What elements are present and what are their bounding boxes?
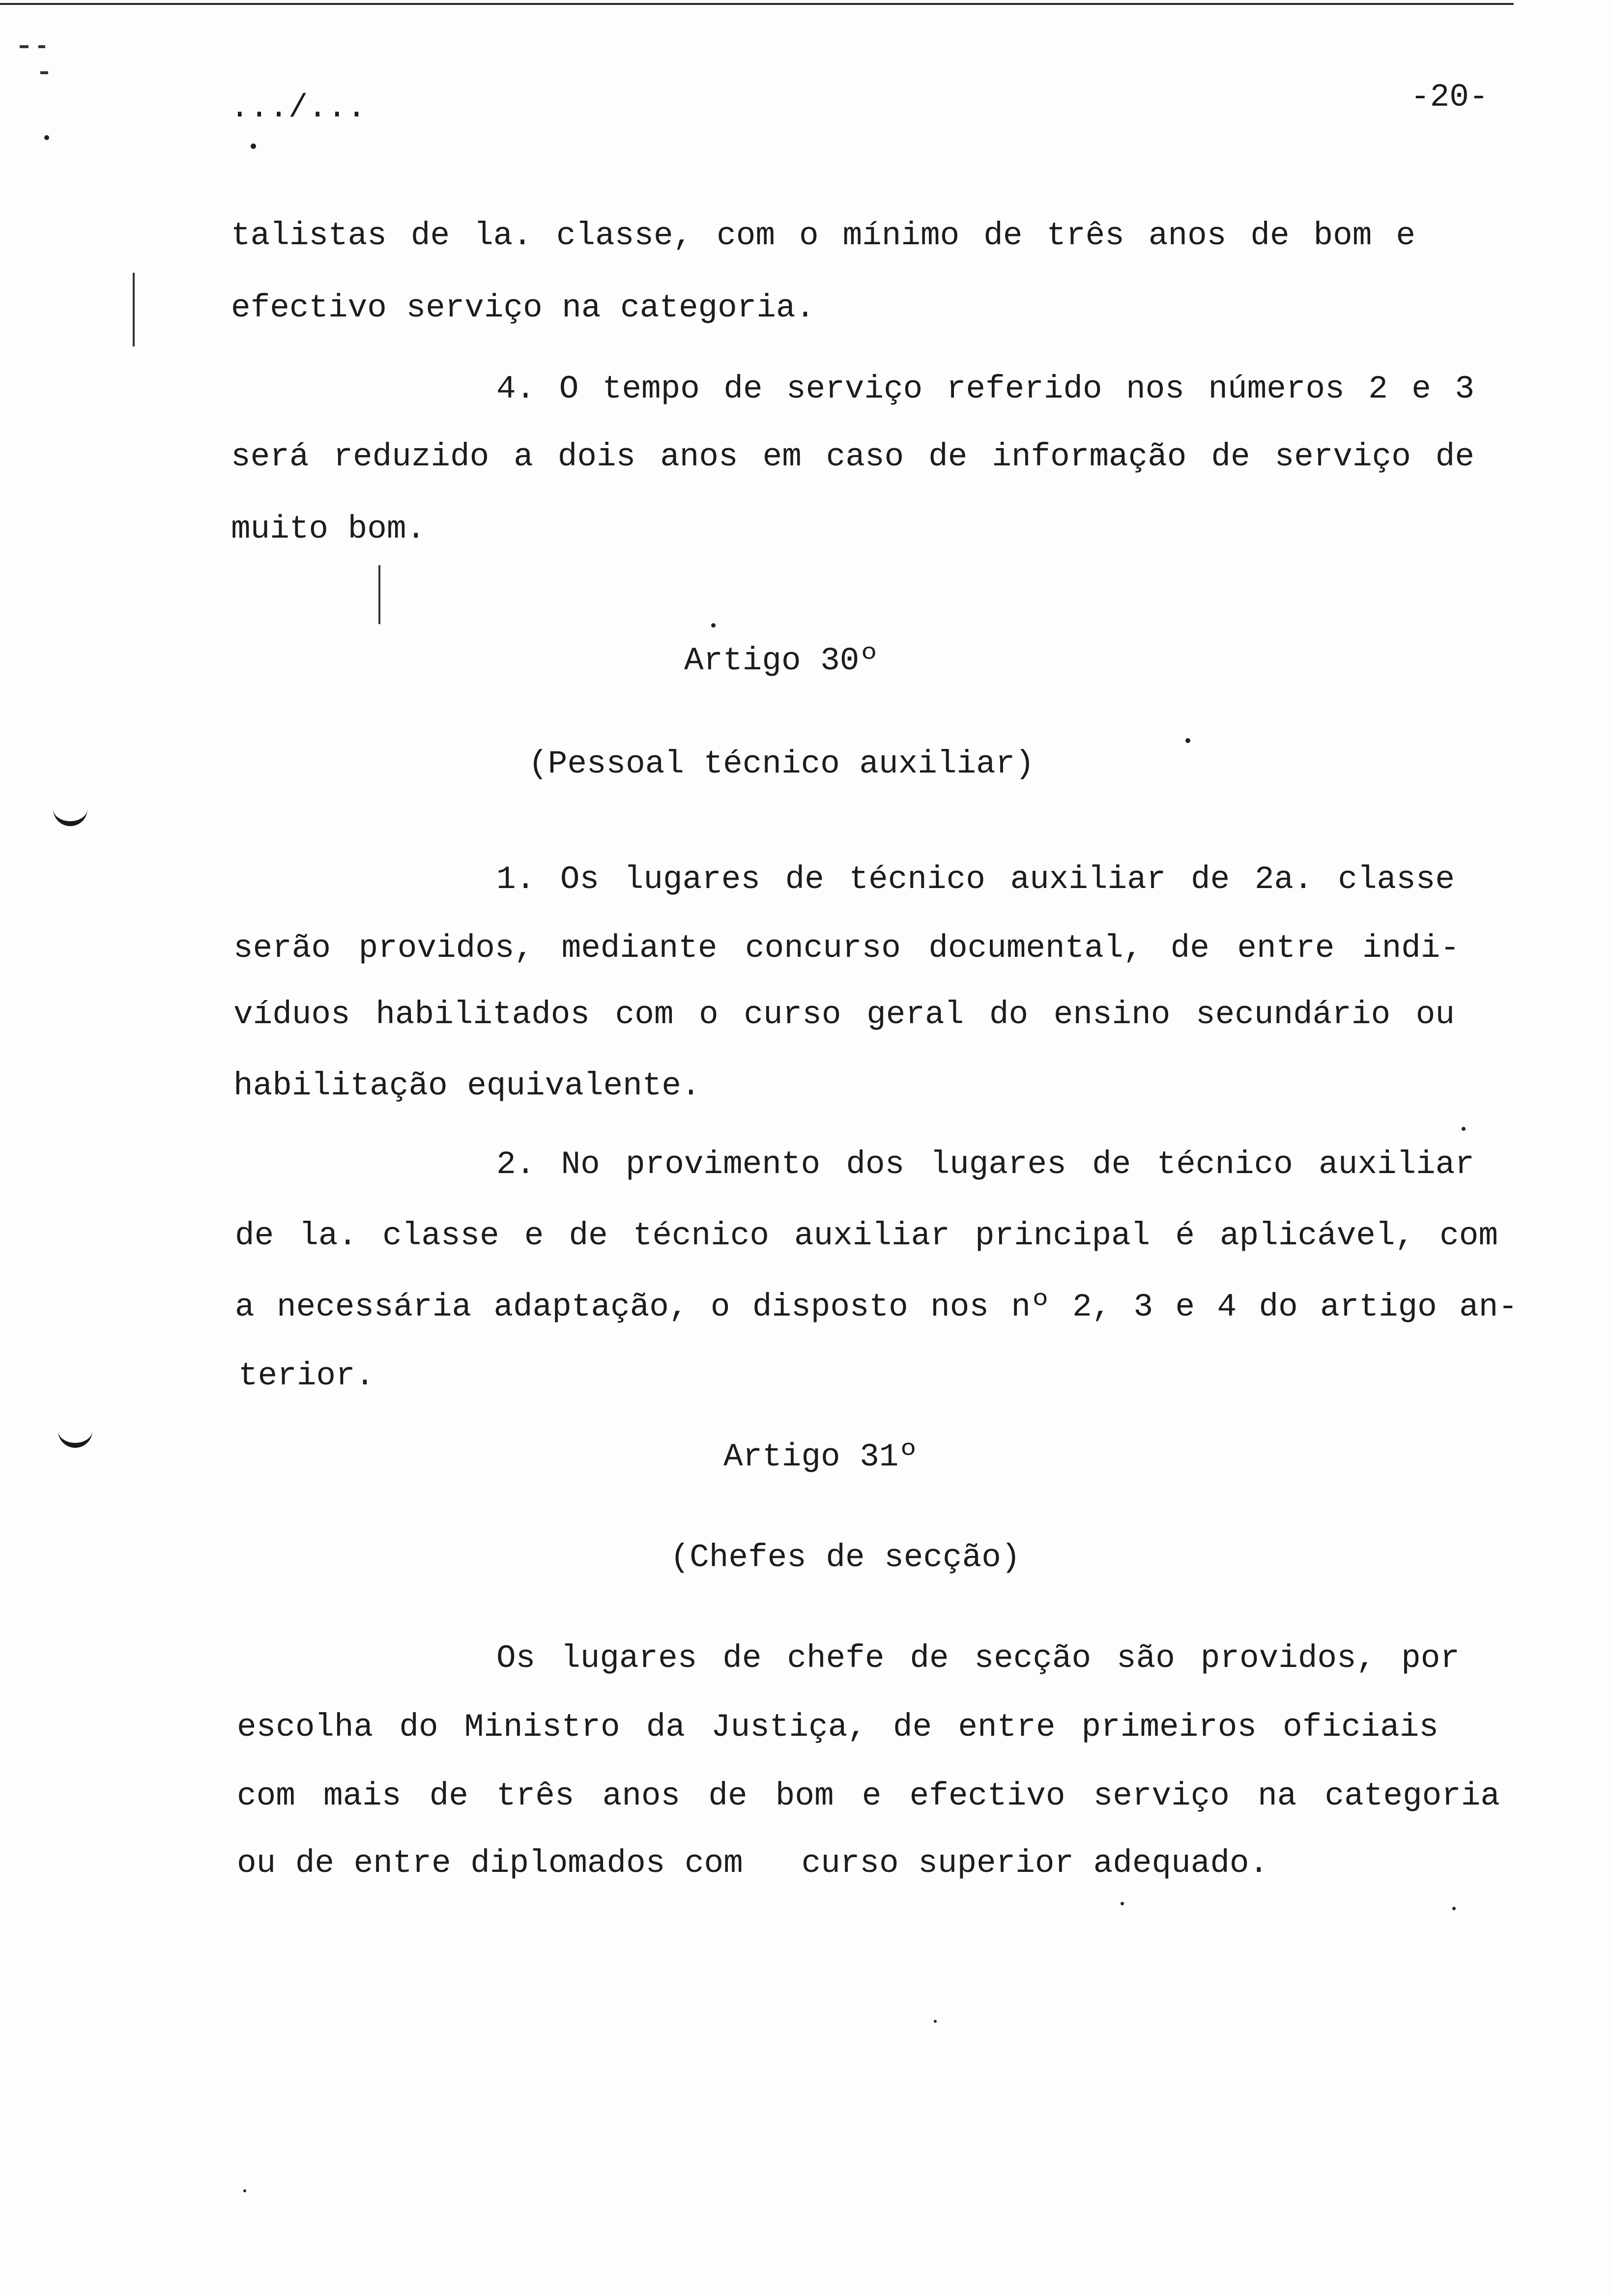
paragraph-line: terior.	[238, 1357, 375, 1394]
paragraph-line: 2. No provimento dos lugares de técnico auxiliar	[496, 1146, 1474, 1183]
scan-mark	[711, 623, 716, 628]
paragraph-line: efectivo serviço na categoria.	[231, 289, 815, 326]
paragraph-line: habilitação equivalente.	[233, 1067, 701, 1104]
scan-mark	[1121, 1902, 1124, 1905]
scan-mark	[38, 45, 45, 48]
scan-mark	[934, 2020, 937, 2023]
paragraph-line: 4. O tempo de serviço referido nos números 2 e 3	[496, 371, 1474, 407]
scan-mark	[133, 273, 135, 346]
article-subheading: (Pessoal técnico auxiliar)	[528, 746, 1035, 782]
top-border-line	[0, 3, 1514, 5]
scan-mark	[378, 565, 380, 624]
article-heading: Artigo 31º	[723, 1438, 919, 1475]
scan-mark	[1185, 738, 1190, 743]
paragraph-line: ou de entre diplomados com curso superior adequado.	[237, 1845, 1269, 1882]
paragraph-line: com mais de três anos de bom e efectivo serviço na categoria	[237, 1778, 1500, 1814]
paragraph-line: serão providos, mediante concurso documental, de entre indi-	[233, 930, 1460, 967]
paragraph-line: escolha do Ministro da Justiça, de entre primeiros oficiais	[237, 1709, 1439, 1746]
paragraph-line: a necessária adaptação, o disposto nos nº 2, 3 e 4 do artigo an-	[235, 1289, 1518, 1325]
scan-mark	[20, 45, 29, 48]
scan-mark	[1452, 1907, 1456, 1910]
paragraph-line: será reduzido a dois anos em caso de informação de serviço de	[231, 438, 1474, 475]
continuation-mark: .../...	[230, 89, 367, 126]
paragraph-line: muito bom.	[231, 511, 426, 547]
paragraph-line: de la. classe e de técnico auxiliar principal é aplicável, com	[235, 1217, 1498, 1254]
scan-mark	[53, 804, 87, 826]
scan-mark	[44, 135, 49, 140]
scan-mark	[251, 144, 256, 149]
scan-mark	[243, 2189, 246, 2192]
scan-mark	[58, 1425, 92, 1448]
scan-mark	[1462, 1127, 1466, 1131]
article-heading: Artigo 30º	[684, 642, 879, 679]
article-subheading: (Chefes de secção)	[670, 1539, 1021, 1576]
paragraph-line: talistas de la. classe, com o mínimo de três anos de bom e	[231, 217, 1415, 254]
paragraph-line: 1. Os lugares de técnico auxiliar de 2a. classe	[496, 861, 1455, 898]
paragraph-line: víduos habilitados com o curso geral do ensino secundário ou	[233, 996, 1455, 1033]
page-number: -20-	[1410, 79, 1489, 115]
paragraph-line: Os lugares de chefe de secção são providos, por	[496, 1640, 1460, 1677]
scan-mark	[40, 71, 48, 74]
